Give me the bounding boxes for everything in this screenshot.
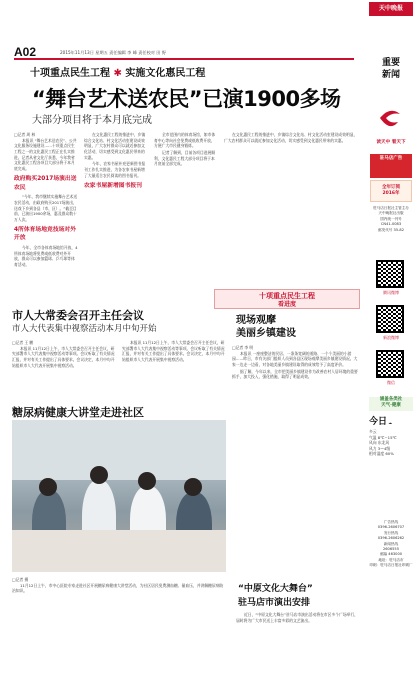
photo-head <box>39 478 57 496</box>
story1-para3: 今年，全市各体育场地馆开放，4所体育场地将免费或低收费对外开放，群众可以参加篮球、乒乓球等体育活动。 <box>14 245 78 268</box>
story1-col3 <box>154 132 218 282</box>
weather-word: 多云 <box>369 429 377 435</box>
story4-body: 近日，“中原文化大舞台”驻马店市演出活动将在市区多个广场举行，届时将为广大市民送上丰富多彩的文艺演出。 <box>236 612 359 623</box>
story3-body: 本报讯 一座座整洁的民居、一条条宽阔的道路、一个个美丽的小游园……昨日，市有关部门组织人员到各县区现场观摩美丽乡镇建设情况。大家一边走一边看，对各地美丽乡镇建设取得的成效给予了高度评价。 <box>232 350 358 368</box>
story1-para1: 本报讯 “舞台艺术送农民”、公共文化服务设施建设……十项重点民生工程之一的文化惠民工程正在扎实推进。记者从省文化厅获悉，今年我省文化惠民工程各项目大部分将于本月底完成。 <box>14 137 77 172</box>
kicker-right: 实施文化惠民工程 <box>125 68 206 79</box>
header-meta: 2015年11月13日 星期五 责任编辑 李 峰 责任校对 田 野 <box>60 50 167 55</box>
photo-wall <box>12 420 226 480</box>
story1-subhead2: 4所体育场地竞技场对外开放 <box>14 226 77 242</box>
weather-box <box>369 416 413 457</box>
page-number: A02 <box>14 45 37 59</box>
story1-para5: 今年，农家书屋补充更新图书报刊工作扎实推进，为各农家书屋新增了大量适合农民阅读的图书报刊。 <box>84 161 146 178</box>
story1-col1 <box>14 132 78 300</box>
story4-title-line2: 驻马店市演出安排 <box>238 598 311 608</box>
story2-byline: □记者 王 鹏 <box>12 340 34 345</box>
qr-label-sina: 新浪微博 <box>383 335 399 340</box>
weather-temp: 气温 8℃~15℃ <box>369 434 397 440</box>
sidebar-publisher-info: 驻马店日报社主管主办 天中晚报社出版 国内统一刊号 CN41-0083 邮发代号 35-82 <box>373 206 409 232</box>
sidebar-health-box: 涵盖各类社 天气·健康 <box>369 397 413 411</box>
qr-code-icon[interactable] <box>376 305 404 333</box>
photo-story-title[interactable]: 糖尿病健康大讲堂走进社区 <box>12 406 144 419</box>
story1-kicker <box>30 67 205 81</box>
story4-title-line1[interactable]: “中原文化大舞台” <box>238 584 313 594</box>
story1-title[interactable]: “舞台艺术送农民”已演1900多场 <box>32 87 341 111</box>
story1-subhead3: 农家书屋新增图书报刊 <box>84 182 142 189</box>
photo-table <box>12 530 226 572</box>
weather-today-label: 今日 <box>369 417 388 427</box>
story2-col1 <box>12 340 118 402</box>
story2-subtitle: 市人大代表集中视察活动本月中旬开始 <box>12 324 157 334</box>
story4-col <box>236 612 360 652</box>
page-header <box>14 42 354 60</box>
sidebar-slogan: 读天中 看天下 <box>376 140 406 145</box>
story1-para4: 在文化惠民工程的推进中，乡镇综合文化站、村文化活动室建设成效明显，广大农村群众可以就近参加文化活动，切实感受到文化惠民带来的实惠。 <box>84 132 146 160</box>
photo-caption-text: 11月12日上午，市中心医院专家走进社区开展糖尿病健康大讲堂活动，为社区居民免费测血糖、量血压，并讲解糖尿病防治知识。 <box>12 582 224 594</box>
story1-para7: 记者了解到，目前各项目进展顺利，文化惠民工程大部分项目将于本月底前全部完成。 <box>154 150 216 167</box>
progress-box-subtitle: 看进度 <box>277 301 296 309</box>
sidebar-ad[interactable]: 驻马店广告 <box>370 154 412 178</box>
progress-box <box>214 289 360 309</box>
right-sidebar <box>366 0 415 677</box>
qr-label-tencent: 腾讯微博 <box>383 290 399 295</box>
story1-subhead1: 政府购买2017场演出送农民 <box>14 175 77 191</box>
story2-body: 本报讯 11月12日上午，市人大常委会召开主任会议，研究部署市人大代表集中视察活动等事项。会议听取了有关情况汇报，并对有关工作提出了具体要求。会议决定，本月中旬开始组织市人大代表开展集中视察活动。 <box>12 345 115 368</box>
story2-col2 <box>122 340 226 402</box>
star-icon: ✱ <box>113 68 122 79</box>
sidebar-subscribe-ad[interactable]: 全年订阅 2016年 <box>370 180 412 202</box>
story3-body2: 据了解，今年以来，全市把美丽乡镇建设作为改善农村人居环境的重要抓手，加大投入，强化措施，取得了明显成效。 <box>232 368 358 380</box>
qr-label-wechat: 微信 <box>387 380 395 385</box>
progress-box-title: 十项重点民生工程 <box>259 292 315 300</box>
sun-cloud-icon: ☁ <box>388 420 393 425</box>
photo-head <box>90 466 108 484</box>
story1-para6: 全市范围内的体育场馆，如市体育中心等向社会免费或低收费开放，方便广大市民健身锻炼。 <box>154 132 216 149</box>
story1-col2 <box>84 132 148 300</box>
brand-mark-icon <box>376 104 404 132</box>
important-news-label: 重要 新闻 <box>381 58 400 80</box>
story2-title[interactable]: 市人大常委会召开主任会议 <box>12 309 144 322</box>
newspaper-logo: 天中晚报 <box>369 2 413 16</box>
story3-title-line1: 现场观摩 <box>236 315 276 326</box>
story1-byline: □记者 周 林 <box>14 132 36 137</box>
story3-byline: □记者 李 明 <box>232 345 254 350</box>
sidebar-footer: 广告热线 0396-2606707 发行热线 0396-2606262 新闻热线 2606555 邮编 463000 地址：驻马店市 印刷：驻马店日报社印刷厂 <box>369 520 413 568</box>
photo-clinic <box>12 420 226 572</box>
story1-subtitle: 大部分项目将于本月底完成 <box>32 115 152 126</box>
photo-caption-label: □记者 摄 <box>12 577 29 582</box>
photo-head <box>138 472 156 490</box>
qr-code-icon[interactable] <box>376 260 404 288</box>
photo-head <box>184 478 202 496</box>
weather-info: 风向 东北风 风力 3～4级 相对湿度 60% <box>369 440 394 457</box>
kicker-left: 十项重点民生工程 <box>30 68 110 79</box>
story2-body-cont: 本报讯 11月12日上午，市人大常委会召开主任会议，研究部署市人大代表集中视察活动等事项。会议听取了有关情况汇报，并对有关工作提出了具体要求。会议决定，本月中旬开始组织市人大代表开展集中视察活动。 <box>122 340 225 363</box>
story1-col4 <box>224 132 360 282</box>
story3-title-line2: 美丽乡镇建设 <box>236 327 296 339</box>
photo-caption <box>12 577 226 637</box>
story3-col <box>232 345 360 575</box>
story1-para8: 在文化惠民工程的推进中，乡镇综合文化站、村文化活动室建设成效明显，广大农村群众可以就近参加文化活动，切实感受到文化惠民带来的实惠。 <box>224 132 358 143</box>
qr-code-icon[interactable] <box>376 350 404 378</box>
story1-para2: “今年，我市继续实施舞台艺术送农民活动，由政府购买2017场演出，送戏下乡到各县（市、区）。”截至目前，已演出1900余场，惠及群众数十万人次。 <box>14 194 78 222</box>
story3-title[interactable] <box>236 315 296 340</box>
